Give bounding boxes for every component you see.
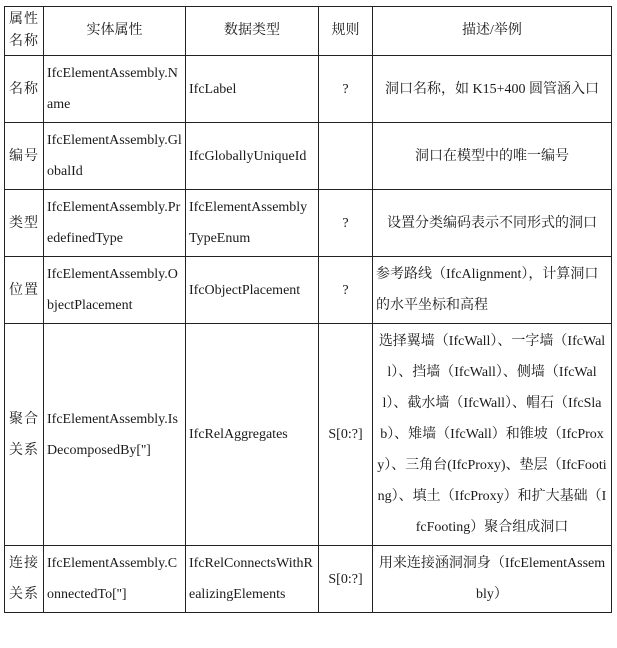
cell-desc: 参考路线（IfcAlignment），计算洞口的水平坐标和高程	[373, 257, 612, 324]
cell-entity: IfcElementAssembly.ObjectPlacement	[44, 257, 186, 324]
header-rule: 规则	[319, 7, 373, 56]
cell-rule: S[0:?]	[319, 546, 373, 613]
header-name: 属性名称	[5, 7, 44, 56]
cell-desc: 洞口在模型中的唯一编号	[373, 123, 612, 190]
table-header-row	[5, 7, 612, 56]
cell-rule: ?	[319, 190, 373, 257]
table-wrapper	[4, 6, 612, 613]
cell-name: 编号	[5, 123, 44, 190]
cell-entity: IfcElementAssembly.ConnectedTo['']	[44, 546, 186, 613]
cell-name: 聚合关系	[5, 324, 44, 546]
cell-entity: IfcElementAssembly.GlobalId	[44, 123, 186, 190]
header-type: 数据类型	[186, 7, 319, 56]
table-row	[5, 123, 612, 190]
cell-type: IfcObjectPlacement	[186, 257, 319, 324]
cell-type: IfcRelAggregates	[186, 324, 319, 546]
cell-type: IfcRelConnectsWithRealizingElements	[186, 546, 319, 613]
cell-desc: 洞口名称，如 K15+400 圆管涵入口	[373, 56, 612, 123]
table-row	[5, 257, 612, 324]
cell-name: 位置	[5, 257, 44, 324]
header-entity: 实体属性	[44, 7, 186, 56]
cell-name: 名称	[5, 56, 44, 123]
cell-name: 连接关系	[5, 546, 44, 613]
attribute-table	[4, 6, 612, 613]
cell-rule: ?	[319, 257, 373, 324]
table-row	[5, 56, 612, 123]
cell-type: IfcLabel	[186, 56, 319, 123]
cell-entity: IfcElementAssembly.Name	[44, 56, 186, 123]
table-row	[5, 546, 612, 613]
cell-rule	[319, 123, 373, 190]
cell-entity: IfcElementAssembly.IsDecomposedBy['']	[44, 324, 186, 546]
cell-desc: 用来连接涵洞洞身（IfcElementAssembly）	[373, 546, 612, 613]
cell-desc: 设置分类编码表示不同形式的洞口	[373, 190, 612, 257]
cell-name: 类型	[5, 190, 44, 257]
table-row	[5, 190, 612, 257]
cell-rule: ?	[319, 56, 373, 123]
cell-entity: IfcElementAssembly.PredefinedType	[44, 190, 186, 257]
cell-type: IfcElementAssemblyTypeEnum	[186, 190, 319, 257]
header-desc: 描述/举例	[373, 7, 612, 56]
table-row	[5, 324, 612, 546]
cell-desc: 选择翼墙（IfcWall）、一字墙（IfcWall）、挡墙（IfcWall）、侧墙（IfcWall）、截水墙（IfcWall）、帽石（IfcSlab）、雉墙（IfcWall）和锥坡（IfcProxy）、三角台(IfcProxy)、垫层（IfcFooting）、填土（IfcProxy）和扩大基础（IfcFooting）聚合组成洞口	[373, 324, 612, 546]
cell-type: IfcGloballyUniqueId	[186, 123, 319, 190]
cell-rule: S[0:?]	[319, 324, 373, 546]
